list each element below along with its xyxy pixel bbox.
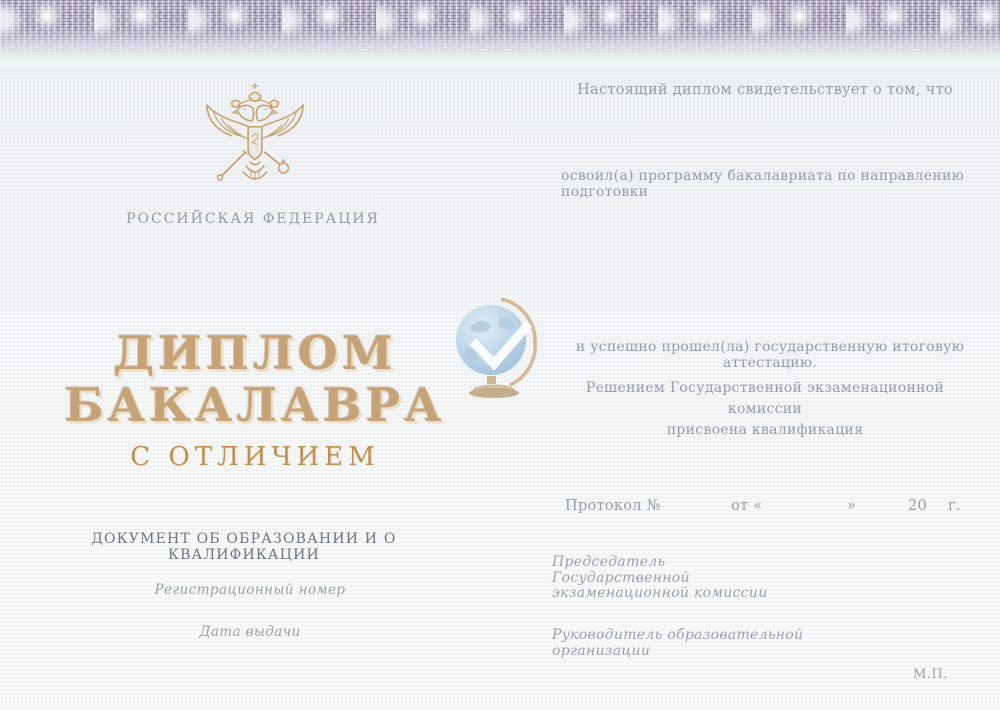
protocol-date-close: » [847,498,857,514]
program-statement: освоил(а) программу бакалавриата по направлению подготовки [561,168,965,200]
diploma-title [55,327,455,431]
chairman-line1: Председатель [552,554,666,570]
country-title: РОССИЙСКАЯ ФЕДЕРАЦИЯ [126,211,380,227]
diploma-title-line2: БАКАЛАВРА [64,378,446,432]
chairman-line3: экзаменационной комиссии [552,585,768,601]
attestation-statement: и успешно прошел(ла) государственную итоговую аттестацию. [575,339,965,371]
commission-statement-line1: Решением Государственной экзаменационной комиссии [585,380,945,417]
guilloche-border-fade [0,28,1000,66]
honors-line: С ОТЛИЧИЕМ [130,442,380,472]
protocol-year-prefix: 20 [908,498,928,514]
certify-statement: Настоящий диплом свидетельствует о том, что [577,82,953,98]
russian-coat-of-arms-icon [196,80,314,206]
org-head-line2: организации [552,642,651,659]
chairman-line2: Государственной [552,569,690,586]
protocol-year-suffix: г. [948,498,961,514]
issue-date-label: Дата выдачи [199,624,301,640]
diploma-title-line1: ДИПЛОМ [113,326,397,380]
org-head-line1: Руководитель образовательной [552,627,804,643]
commission-statement-line2: присвоена квалификация [666,422,864,438]
organization-head-signature-label [552,628,852,659]
commission-statement [555,378,975,441]
seal-placeholder-label: М.П. [913,667,948,682]
protocol-date-open: от « [731,498,763,514]
globe-checkmark-icon [449,296,545,402]
chairman-signature-label [552,555,852,602]
document-caption: ДОКУМЕНТ ОБ ОБРАЗОВАНИИ И О КВАЛИФИКАЦИИ [91,531,397,563]
registration-number-label: Регистрационный номер [154,582,346,598]
protocol-number-label: Протокол № [565,498,661,514]
